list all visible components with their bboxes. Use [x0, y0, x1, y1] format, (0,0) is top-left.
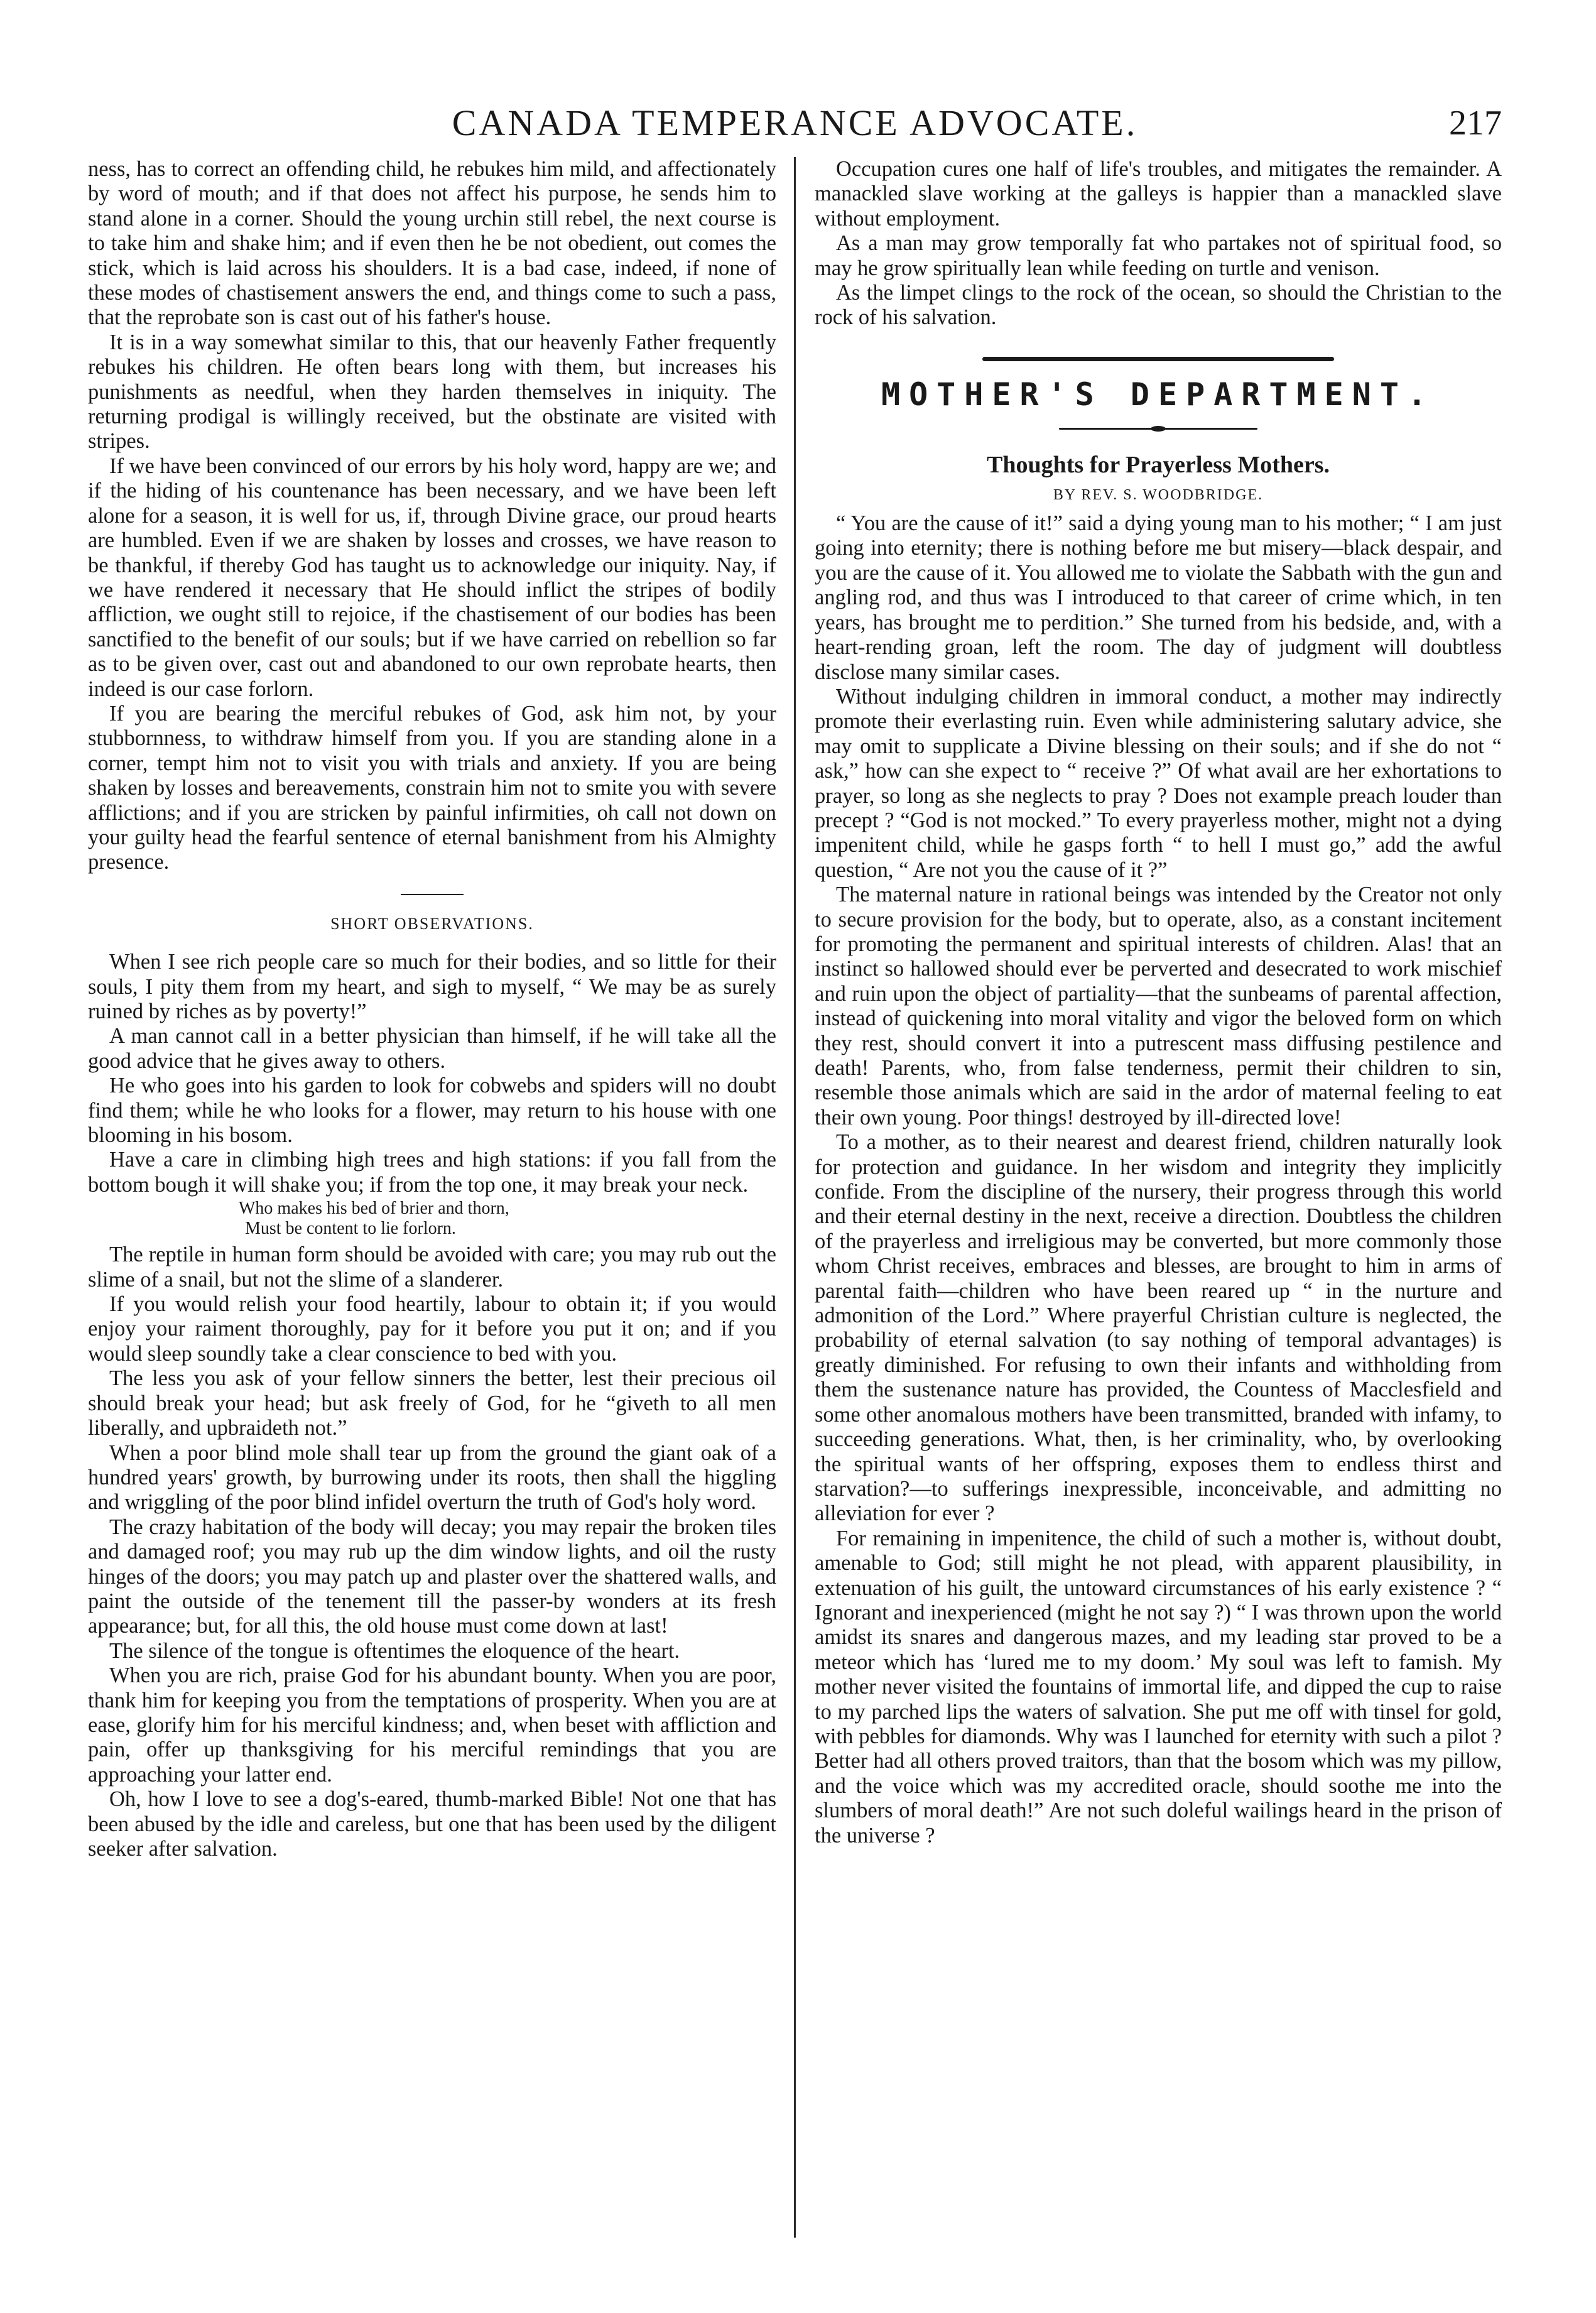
paragraph: If you are bearing the merciful rebukes of God, ask him not, by your stubbornness, to withdraw himself from you. If you are standing alone in a corner, tempt him not to visit you with trials and anxiety. If you are being shaken by losses and bereavements, constrain him not to smite you with severe afflictions; and if you are stricken by painful infirmities, oh call not down on your guilty head the fearful sentence of eternal banishment from his Almighty presence.	[88, 701, 776, 874]
observation: If you would relish your food heartily, labour to obtain it; if you would enjoy your raiment thoroughly, pay for it before you put it on; and if you would sleep soundly take a clear conscience to bed with you.	[88, 1292, 776, 1366]
ornament-line	[1163, 428, 1257, 430]
observation: As a man may grow temporally fat who partakes not of spiritual food, so may he grow spiritually lean while feeding on turtle and venison.	[815, 231, 1502, 280]
observation: As the limpet clings to the rock of the ocean, so should the Christian to the rock of his salvation.	[815, 281, 1502, 330]
paragraph: It is in a way somewhat similar to this, that our heavenly Father frequently rebukes his children. He often bears long with them, but increases his punishments as needful, when they harden themselves in iniquity. The returning prodigal is willingly received, but the obstinate are visited with stripes.	[88, 330, 776, 454]
observation: Occupation cures one half of life's troubles, and mitigates the remainder. A manackled slave working at the galleys is happier than a manackled slave without employment.	[815, 157, 1502, 231]
article-paragraph: To a mother, as to their nearest and dearest friend, children naturally look for protection and guidance. In her wisdom and integrity they implicitly confide. From the discipline of the nursery, their progress through this world and their eternal destiny in the next, receive a direction. Doubtless the children of the prayerless and irreligious may be converted, but more commonly those whom Christ receives, embraces and blesses, are brought to him in arms of parental faith—children who have been reared up “ in the nurture and admonition of the Lord.” Where prayerful Christian culture is neglected, the probability of eternal salvation (to say nothing of temporal advantages) is greatly diminished. For refusing to own their infants and withholding from them the sustenance nature has provided, the Countess of Macclesfield and some other anomalous mothers have been transmitted, branded with infamy, to succeeding generations. What, then, is her criminality, who, by overlooking the spiritual wants of her offspring, exposes them to endless thirst and starvation?—to sufferings inexpressible, inconceivable, and admitting no alleviation for ever ?	[815, 1130, 1502, 1526]
observation: A man cannot call in a better physician than himself, if he will take all the good advice that he gives away to others.	[88, 1024, 776, 1073]
ornamental-rule	[815, 357, 1502, 361]
paragraph: If we have been convinced of our errors by his holy word, happy are we; and if the hiding of his countenance has been necessary, and we have been left alone for a season, it is well for us, if, through Divine grace, our proud hearts are humbled. Even if we are shaken by losses and crosses, we have reason to be thankful, if thereby God has taught us to acknowledge our iniquity. Nay, if we have rendered it necessary that He should inflict the stripes of bodily affliction, we ought still to rejoice, if the chastisement of our bodies has been sanctified to the benefit of our souls; but if we have carried on rebellion so far as to be given over, cast out and abandoned to our own reprobate hearts, then indeed is our case forlorn.	[88, 454, 776, 701]
observation: Have a care in climbing high trees and high stations: if you fall from the bottom bough it will shake you; if from the top one, it may break your neck.	[88, 1148, 776, 1197]
article-paragraph: “ You are the cause of it!” said a dying young man to his mother; “ I am just going into eternity; there is nothing before me but misery—black despair, and you are the cause of it. You allowed me to violate the Sabbath with the gun and angling rod, and thus was I introduced to that career of crime which, in ten years, has brought me to perdition.” She turned from his bedside, and, with a heart-rending groan, left the room. The day of judgment will doubtless disclose many similar cases.	[815, 511, 1502, 684]
observation: When you are rich, praise God for his abundant bounty. When you are poor, thank him for keeping you from the temptations of prosperity. When you are at ease, glorify him for his merciful kindness; and, when beset with affliction and pain, offer up thanksgiving for his merciful remindings that you are approaching your latter end.	[88, 1663, 776, 1787]
byline: BY REV. S. WOODBRIDGE.	[1053, 486, 1264, 503]
ornament-line	[1059, 428, 1153, 430]
observation: When I see rich people care so much for their bodies, and so little for their souls, I pity them from my heart, and sigh to myself, “ We may be as surely ruined by riches as by poverty!”	[88, 950, 776, 1023]
observation: The silence of the tongue is oftentimes the eloquence of the heart.	[109, 1638, 680, 1663]
ornament-line	[982, 357, 1334, 361]
department-title: MOTHER'S DEPARTMENT.	[881, 376, 1436, 413]
article-paragraph: For remaining in impenitence, the child of such a mother is, without doubt, amenable to God; still might he not plead, with apparent plausibility, in extenuation of his guilt, the untoward circumstances of his early existence ? “ Ignorant and inexperienced (might he not say ?) “ I was thrown upon the world amidst its snares and dangerous mazes, and my leading star proved to be a meteor which has ‘lured me to my doom.’ My soul was left to famish. My mother never visited the fountains of immortal life, and dipped the cup to raise to my parched lips the waters of salvation. She put me off with tinsel for gold, with pebbles for diamonds. Why was I launched for eternity with such a pilot ? Better had all others proved traitors, than that the bosom which was my pillow, and the voice which was my accredited oracle, should soothe me into the slumbers of moral death!” Are not such doleful wailings heard in the prison of the universe ?	[815, 1526, 1502, 1848]
article-title: Thoughts for Prayerless Mothers.	[986, 452, 1330, 479]
text-columns	[88, 157, 1502, 2238]
left-column	[88, 157, 794, 2238]
paragraph: ness, has to correct an offending child, he rebukes him mild, and affectionately by word of mouth; and if that does not affect his purpose, he sends him to stand alone in a corner. Should the young urchin still rebel, the next course is to take him and shake him; and if even then he be not obedient, out comes the stick, which is laid across his shoulders. It is a bad case, indeed, if none of these modes of chastisement answers the end, and things come to such a pass, that the reprobate son is cast out of his father's house.	[88, 157, 776, 330]
observation: He who goes into his garden to look for cobwebs and spiders will no doubt find them; while he who looks for a flower, may return to his house with one blooming in his bosom.	[88, 1074, 776, 1148]
section-divider	[401, 894, 464, 895]
article-paragraph: The maternal nature in rational beings was intended by the Creator not only to secure provision for the body, but to operate, also, as a constant incitement for promoting the permanent and spiritual interests of children. Alas! that an instinct so hallowed should ever be perverted and desecrated to work mischief and ruin upon the object of partiality—that the sunbeams of parental affection, instead of quickening into moral vitality and vigor the beloved form on which they rest, should convert it into a putrescent mass diffusing pestilence and death! Parents, who, from false tenderness, permit their children to sin, resemble those animals which are said in the ardor of maternal feeling to eat their own young. Poor things! destroyed by ill-directed love!	[815, 883, 1502, 1129]
observation: The reptile in human form should be avoided with care; you may rub out the slime of a snail, but not the slime of a slanderer.	[88, 1243, 776, 1292]
article-paragraph: Without indulging children in immoral conduct, a mother may indirectly promote their everlasting ruin. Even while administering salutary advice, she may omit to supplicate a Divine blessing on their souls; and if she do not “ ask,” how can she expect to “ receive ?” Of what avail are her exhortations to prayer, so long as she neglects to pray ? Does not example preach louder than precept ? “God is not mocked.” To every prayerless mother, might not a dying impenitent child, while he gasps forth “ to hell I must go,” add the awful question, “ Are not you the cause of it ?”	[815, 684, 1502, 882]
observation: The crazy habitation of the body will decay; you may repair the broken tiles and damaged roof; you may rub up the dim window lights, and oil the rusty hinges of the doors; you may patch up and plaster over the shattered walls, and paint the outside of the tenement till the passer-by wonders at its fresh appearance; but, for all this, the old house must come down at last!	[88, 1515, 776, 1638]
section-title: SHORT OBSERVATIONS.	[330, 914, 534, 933]
running-head	[88, 94, 1502, 151]
verse-couplet	[88, 1199, 776, 1239]
small-ornament	[815, 426, 1502, 432]
verse-line: Who makes his bed of brier and thorn,	[239, 1199, 509, 1219]
verse-line: Must be content to lie forlorn.	[245, 1219, 456, 1239]
observation: The less you ask of your fellow sinners the better, lest their precious oil should break your head; but ask freely of God, for he “giveth to all men liberally, and upbraideth not.”	[88, 1366, 776, 1440]
right-column	[796, 157, 1502, 2238]
observation: Oh, how I love to see a dog's-eared, thumb-marked Bible! Not one that has been abused by the idle and careless, but one that has been used by the diligent seeker after salvation.	[88, 1787, 776, 1861]
publication-title: CANADA TEMPERANCE ADVOCATE.	[452, 102, 1138, 143]
observation: When a poor blind mole shall tear up from the ground the giant oak of a hundred years' growth, by burrowing under its roots, then shall the higgling and wriggling of the poor blind infidel overturn the truth of God's holy word.	[88, 1440, 776, 1515]
page-number: 217	[1449, 104, 1502, 143]
